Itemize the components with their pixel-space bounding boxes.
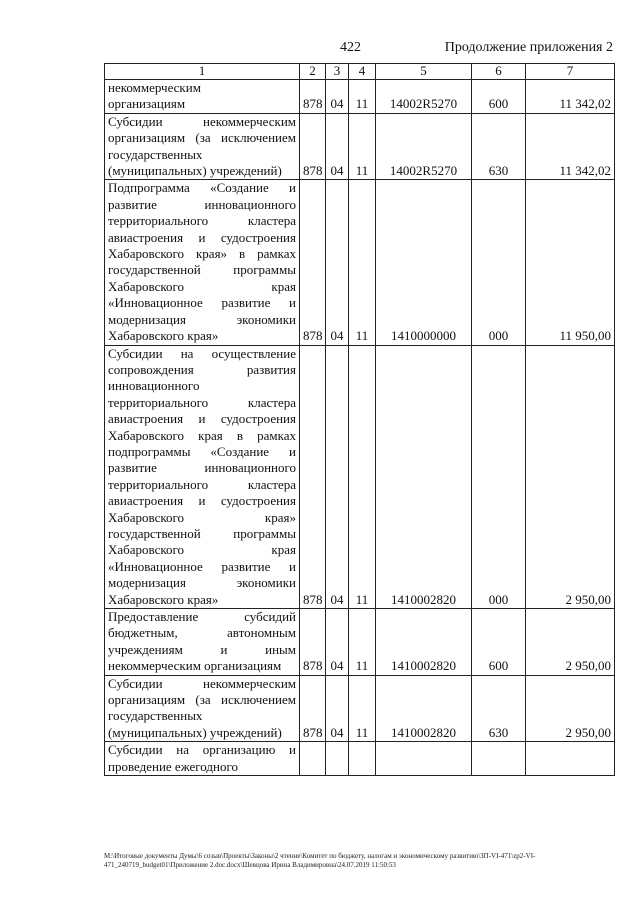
ministry-code-cell: 878 xyxy=(300,180,326,345)
amount-cell: 11 342,02 xyxy=(526,80,615,114)
section-code-cell: 04 xyxy=(326,609,349,676)
ministry-code-cell: 878 xyxy=(300,675,326,742)
subsection-code-cell: 11 xyxy=(349,675,376,742)
table-row xyxy=(105,675,615,742)
table-row xyxy=(105,80,615,114)
target-article-cell: 1410002820 xyxy=(376,675,472,742)
target-article-cell: 1410002820 xyxy=(376,345,472,609)
amount-cell: 2 950,00 xyxy=(526,609,615,676)
amount-cell: 11 950,00 xyxy=(526,180,615,345)
row-name-cell: Субсидии на организацию и проведение ежегодного xyxy=(105,742,300,776)
row-name-cell: Субсидии некоммерческим организациям (за исключением государственных (муниципальных) учреждений) xyxy=(105,675,300,742)
ministry-code-cell: 878 xyxy=(300,609,326,676)
section-code-cell xyxy=(326,742,349,776)
expense-type-cell: 000 xyxy=(472,180,526,345)
expense-type-cell: 630 xyxy=(472,675,526,742)
ministry-code-cell: 878 xyxy=(300,113,326,180)
table-row xyxy=(105,113,615,180)
ministry-code-cell xyxy=(300,742,326,776)
subsection-code-cell xyxy=(349,742,376,776)
column-header-1: 1 xyxy=(105,64,300,80)
section-code-cell: 04 xyxy=(326,80,349,114)
target-article-cell: 1410002820 xyxy=(376,609,472,676)
row-name-cell: Предоставление субсидий бюджетным, автономным учреждениям и иным некоммерческим организациям xyxy=(105,609,300,676)
amount-cell: 2 950,00 xyxy=(526,345,615,609)
column-header-7: 7 xyxy=(526,64,615,80)
expense-type-cell: 000 xyxy=(472,345,526,609)
subsection-code-cell: 11 xyxy=(349,80,376,114)
column-header-5: 5 xyxy=(376,64,472,80)
expense-type-cell: 630 xyxy=(472,113,526,180)
column-header-3: 3 xyxy=(326,64,349,80)
subsection-code-cell: 11 xyxy=(349,609,376,676)
row-name-cell: некоммерческим организациям xyxy=(105,80,300,114)
table-row xyxy=(105,742,615,776)
target-article-cell xyxy=(376,742,472,776)
column-number-row xyxy=(105,64,615,80)
section-code-cell: 04 xyxy=(326,113,349,180)
column-header-2: 2 xyxy=(300,64,326,80)
row-name-cell: Субсидии на осуществление сопровождения развития инновационного территориального кластера авиастроения и судостроения Хабаровского края в рамках подпрограммы «Создание и развитие инновационного территориального кластера авиастроения и судостроения Хабаровского края» государственной программы Хабаровского края «Инновационное развитие и модернизация экономики Хабаровского края» xyxy=(105,345,300,609)
document-path-footer: М:\Итоговые документы Думы\6 созыв\Проекты\Законы\2 чтение\Комитет по бюджету, налогам и экономическому развитию\ЗП-VI-471\zp2-VI-471_240719_budget01\Приложение 2.doc.docx\Шевцова Ирина Владимировна\24.07.2019 11:50:53 xyxy=(104,852,536,869)
amount-cell: 2 950,00 xyxy=(526,675,615,742)
target-article-cell: 14002R5270 xyxy=(376,80,472,114)
expense-type-cell: 600 xyxy=(472,609,526,676)
row-name-cell: Субсидии некоммерческим организациям (за исключением государственных (муниципальных) учреждений) xyxy=(105,113,300,180)
target-article-cell: 14002R5270 xyxy=(376,113,472,180)
column-header-4: 4 xyxy=(349,64,376,80)
continuation-heading: Продолжение приложения 2 xyxy=(444,40,613,55)
section-code-cell: 04 xyxy=(326,345,349,609)
ministry-code-cell: 878 xyxy=(300,345,326,609)
subsection-code-cell: 11 xyxy=(349,113,376,180)
ministry-code-cell: 878 xyxy=(300,80,326,114)
section-code-cell: 04 xyxy=(326,180,349,345)
subsection-code-cell: 11 xyxy=(349,345,376,609)
budget-table xyxy=(104,63,615,776)
expense-type-cell: 600 xyxy=(472,80,526,114)
section-code-cell: 04 xyxy=(326,675,349,742)
subsection-code-cell: 11 xyxy=(349,180,376,345)
row-name-cell: Подпрограмма «Создание и развитие инновационного территориального кластера авиастроения и судостроения Хабаровского края» в рамках государственной программы Хабаровского края «Инновационное развитие и модернизация экономики Хабаровского края» xyxy=(105,180,300,345)
table-row xyxy=(105,180,615,345)
table-row xyxy=(105,609,615,676)
page-number: 422 xyxy=(340,40,361,55)
table-row xyxy=(105,345,615,609)
amount-cell xyxy=(526,742,615,776)
expense-type-cell xyxy=(472,742,526,776)
column-header-6: 6 xyxy=(472,64,526,80)
amount-cell: 11 342,02 xyxy=(526,113,615,180)
target-article-cell: 1410000000 xyxy=(376,180,472,345)
